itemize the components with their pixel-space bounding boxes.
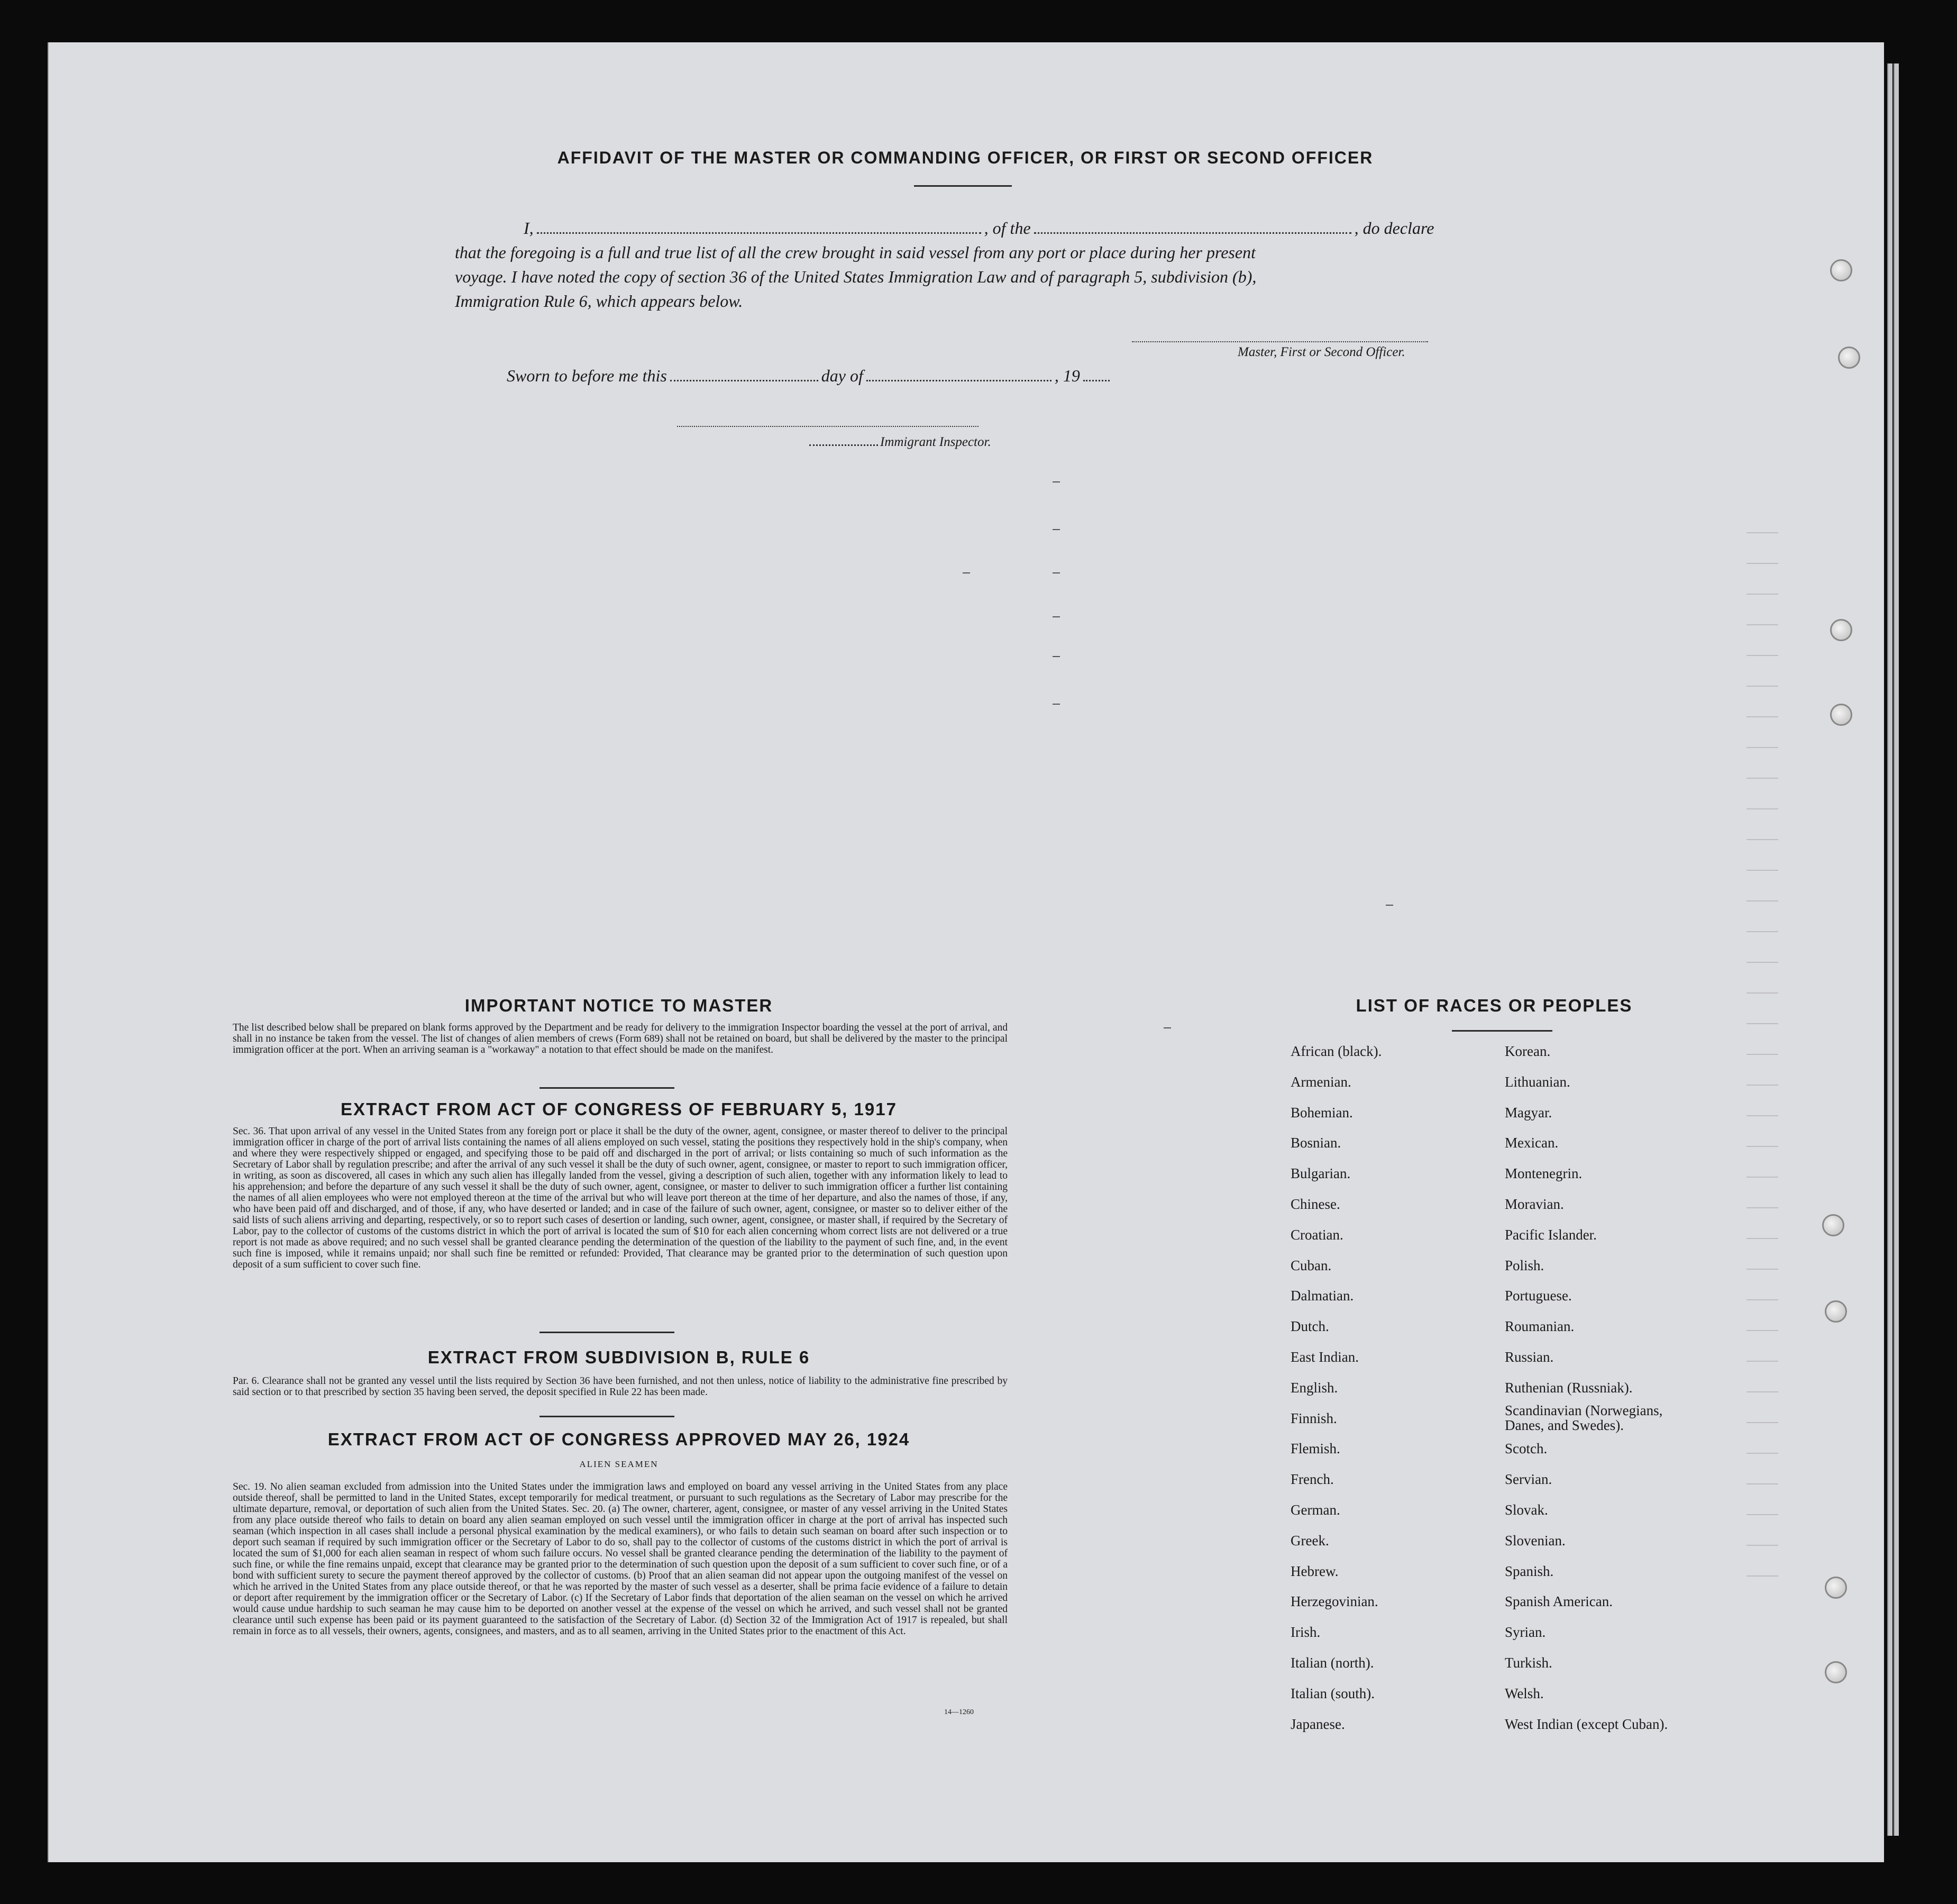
affidavit-line-1 xyxy=(455,216,1476,240)
races-rule xyxy=(1452,1030,1552,1032)
right-race-item: Spanish. xyxy=(1505,1563,1554,1579)
races-left-column xyxy=(1291,1043,1492,1742)
extract-1917-text: Sec. 36. That upon arrival of any vessel in the United States from any foreign port or place it shall be the duty of the owner, agent, consignee, or master thereof to deliver to the principal immigration officer in charge of the port of arrival lists containing the names of all aliens employed on such vessel, stating the positions they respectively hold in the ship's company, when and where they were respectively shipped or engaged, and specifying those to be paid off and discharged in the port of arrival; or lists containing so much of such information as the Secretary of Labor shall by regulation prescribe; and after the arrival of any such vessel it shall be the duty of such owner, agent, consignee, or master to report to such immigration officer, in writing, as soon as discovered, all cases in which any such alien has illegally landed from the vessel, giving a description of such alien, together with any information likely to lead to his apprehension; and before the departure of any such vessel it shall be the duty of such owner, agent, consignee, or master to deliver to such immigration officer a further list containing the names of all alien employees who were not employed thereon at the time of the arrival but who will leave port thereon at the time of her departure, and also the names of those, if any, who have been paid off and discharged, and of those, if any, who have deserted or landed; and in case of the failure of such owner, agent, consignee, or master so to deliver either of the said lists of such aliens arriving and departing, respectively, or so to report such cases of desertion or landing, such owner, agent, consignee, or master shall, if required by the Secretary of Labor, pay to the collector of customs of the customs district in which the port of arrival is located the sum of $10 for each alien concerning whom correct lists are not delivered or a true report is not made as above required; and no such vessel shall be granted clearance pending the determination of the question of the liability to the payment of such fine, and, in the event such fine is imposed, while it remains unpaid; nor shall such fine be remitted or refunded: Provided, That clearance may be granted prior to the determination of such question upon deposit of a sum sufficient to cover such fine. xyxy=(233,1126,1008,1270)
form-number: 14—1260 xyxy=(944,1708,974,1716)
affidavit-line-3: voyage. I have noted the copy of section 36 of the United States Immigration Law and of paragraph 5, subdivision (b), xyxy=(455,267,1257,286)
name-field[interactable] xyxy=(537,232,981,234)
right-race-item: Scandinavian (Norwegians, Danes, and Swedes). xyxy=(1505,1402,1663,1433)
right-race-item: Korean. xyxy=(1505,1043,1551,1059)
affidavit-body xyxy=(455,216,1476,313)
affidavit-line-2: that the foregoing is a full and true list of all the crew brought in said vessel from any port or place during her present xyxy=(455,243,1256,262)
right-race-item: Slovak. xyxy=(1505,1502,1548,1518)
left-race-item: Croatian. xyxy=(1291,1226,1343,1243)
extract-rule6-text: Par. 6. Clearance shall not be granted any vessel until the lists required by Section 36 have been furnished, and not then unless, notice of liability to the administrative fine prescribed by said section or to that prescribed by section 35 having been served, the deposit specified in Rule 22 has been made. xyxy=(233,1375,1008,1398)
punch-hole xyxy=(1825,1661,1847,1683)
left-race-item: Italian (south). xyxy=(1291,1685,1375,1701)
right-race-item: Mexican. xyxy=(1505,1135,1559,1151)
punch-hole xyxy=(1838,347,1860,369)
dash-mark xyxy=(1053,704,1060,705)
section-rule xyxy=(539,1087,674,1089)
left-race-item: Flemish. xyxy=(1291,1441,1340,1457)
right-race-item: Montenegrin. xyxy=(1505,1165,1583,1182)
left-race-item: English. xyxy=(1291,1379,1338,1396)
right-race-item: Roumanian. xyxy=(1505,1318,1575,1335)
alien-seamen-subtitle: ALIEN SEAMEN xyxy=(579,1459,659,1469)
left-race-item: Cuban. xyxy=(1291,1257,1332,1273)
left-race-item: Japanese. xyxy=(1291,1716,1345,1732)
punch-hole xyxy=(1830,259,1852,281)
affidavit-i: I, xyxy=(524,218,534,238)
affidavit-of-the: , of the xyxy=(984,218,1031,238)
left-race-item: Greek. xyxy=(1291,1532,1329,1548)
left-race-item: Finnish. xyxy=(1291,1410,1337,1426)
punch-hole xyxy=(1830,619,1852,641)
punch-hole xyxy=(1825,1577,1847,1599)
day-of-text: day of xyxy=(821,366,863,385)
left-race-item: German. xyxy=(1291,1502,1340,1518)
races-title: LIST OF RACES OR PEOPLES xyxy=(1356,996,1633,1015)
affidavit-title: AFFIDAVIT OF THE MASTER OR COMMANDING OFFICER, OR FIRST OR SECOND OFFICER xyxy=(557,148,1374,167)
left-race-item: Hebrew. xyxy=(1291,1563,1339,1579)
punch-hole xyxy=(1830,704,1852,726)
affidavit-do-declare: , do declare xyxy=(1354,218,1434,238)
dash-mark xyxy=(1386,905,1393,906)
page-edge xyxy=(1887,63,1892,1836)
dash-mark xyxy=(1053,656,1060,657)
sworn-year-field[interactable] xyxy=(1083,380,1110,381)
right-race-item: Welsh. xyxy=(1505,1685,1544,1701)
dash-mark xyxy=(1164,1027,1171,1028)
vessel-field[interactable] xyxy=(1034,232,1351,234)
left-race-item: Herzegovinian. xyxy=(1291,1593,1378,1610)
left-race-item: African (black). xyxy=(1291,1043,1382,1059)
right-race-item: Moravian. xyxy=(1505,1196,1564,1212)
extract-rule6-title: EXTRACT FROM SUBDIVISION B, RULE 6 xyxy=(427,1347,810,1367)
ruled-margin xyxy=(1746,503,1778,1587)
sworn-day-field[interactable] xyxy=(670,380,818,381)
right-race-item: Syrian. xyxy=(1505,1624,1546,1641)
left-race-item: Irish. xyxy=(1291,1624,1321,1641)
notice-text: The list described below shall be prepared on blank forms approved by the Department and be ready for delivery to the immigration Inspector boarding the vessel at the port of arrival, and shall in no instance be taken from the vessel. The list of changes of alien members of crews (Form 689) shall not be retained on board, but shall be delivered by the master to the principal immigration officer at the port. When an arriving seaman is a "workaway" a notation to that effect should be made on the manifest. xyxy=(233,1022,1008,1055)
notice-title: IMPORTANT NOTICE TO MASTER xyxy=(464,996,773,1015)
right-race-item: Lithuanian. xyxy=(1505,1073,1570,1090)
right-race-item: Spanish American. xyxy=(1505,1593,1613,1610)
sworn-line xyxy=(507,366,1113,386)
dash-mark xyxy=(1053,481,1060,482)
left-race-item: French. xyxy=(1291,1471,1334,1488)
right-race-item: Magyar. xyxy=(1505,1104,1552,1120)
right-race-item: Ruthenian (Russniak). xyxy=(1505,1379,1633,1396)
left-race-item: Chinese. xyxy=(1291,1196,1340,1212)
left-race-item: Bulgarian. xyxy=(1291,1165,1351,1182)
left-race-item: Bosnian. xyxy=(1291,1135,1341,1151)
sworn-text: Sworn to before me this xyxy=(507,366,667,385)
right-race-item: Portuguese. xyxy=(1505,1288,1572,1304)
punch-hole xyxy=(1822,1214,1844,1236)
dash-mark xyxy=(1053,529,1060,530)
inspector-label: Immigrant Inspector. xyxy=(880,435,991,449)
punch-hole xyxy=(1825,1300,1847,1323)
year-text: , 19 xyxy=(1054,366,1080,385)
right-race-item: Russian. xyxy=(1505,1349,1554,1365)
title-rule xyxy=(914,185,1012,187)
right-race-item: Turkish. xyxy=(1505,1655,1552,1671)
right-race-item: Pacific Islander. xyxy=(1505,1226,1597,1243)
dash-mark xyxy=(1053,572,1060,573)
left-race-item: Dalmatian. xyxy=(1291,1288,1354,1304)
master-label: Master, First or Second Officer. xyxy=(1238,345,1405,359)
left-race-item: Italian (north). xyxy=(1291,1655,1374,1671)
section-rule xyxy=(539,1332,674,1333)
right-race-item: Polish. xyxy=(1505,1257,1544,1273)
right-race-item: Servian. xyxy=(1505,1471,1552,1488)
dash-mark xyxy=(1053,616,1060,617)
affidavit-line-4: Immigration Rule 6, which appears below. xyxy=(455,291,743,311)
extract-1924-text: Sec. 19. No alien seaman excluded from admission into the United States under the immigration laws and employed on board any vessel arriving in the United States from any place outside thereof, shall be permitted to land in the United States, except temporarily for medical treatment, or pursuant to such regulations as the Secretary of Labor may prescribe for the ultimate departure, removal, or deportation of such alien from the United States. Sec. 20. (a) The owner, charterer, agent, consignee, or master of any vessel arriving in the United States from any place outside thereof who fails to detain on board any alien seaman employed on such vessel until the immigration officer in charge at the port of arrival has inspected such seaman (which inspection in all cases shall include a personal physical examination by the medical examiners), or who fails to detain such seaman on board after such inspection or to deport such seaman if required by such immigration officer or the Secretary of Labor to do so, shall pay to the collector of customs of the customs district in which the port of arrival is located the sum of $1,000 for each alien seaman in respect of whom such failure occurs. No vessel shall be granted clearance pending the determination of the liability to the payment of such fine, or while the fine remains unpaid, except that clearance may be granted prior to the determination of such question upon the deposit of a sum sufficient to cover such fine, or of a bond with sufficient surety to secure the payment thereof approved by the collector of customs. (b) Proof that an alien seaman did not appear upon the outgoing manifest of the vessel on which he arrived in the United States from any place outside thereof, or that he was reported by the master of such vessel as a deserter, shall be prima facie evidence of a failure to detain or deport after requirement by the immigration officer or the Secretary of Labor. (c) If the Secretary of Labor finds that deportation of the alien seaman on the vessel on which he arrived would cause undue hardship to such seaman he may cause him to be deported on another vessel at the expense of the vessel on which he arrived, and such vessel shall not be granted clearance until such expense has been paid or its payment guaranteed to the satisfaction of the Secretary of Labor. (d) Section 32 of the Immigration Act of 1917 is repealed, but shall remain in force as to all vessels, their owners, agents, consignees, and masters, and as to all seamen, arriving in the United States prior to the enactment of this Act. xyxy=(233,1481,1008,1637)
inspector-row xyxy=(809,435,991,450)
right-race-item: Scotch. xyxy=(1505,1441,1548,1457)
left-race-item: East Indian. xyxy=(1291,1349,1359,1365)
section-rule xyxy=(539,1416,674,1417)
left-race-item: Armenian. xyxy=(1291,1073,1351,1090)
extract-1917-title: EXTRACT FROM ACT OF CONGRESS OF FEBRUARY 5, 1917 xyxy=(341,1099,897,1119)
left-race-item: Dutch. xyxy=(1291,1318,1329,1335)
inspector-dots xyxy=(809,444,878,446)
extract-1924-title: EXTRACT FROM ACT OF CONGRESS APPROVED MAY 26, 1924 xyxy=(327,1429,910,1449)
sworn-month-field[interactable] xyxy=(866,380,1051,381)
right-race-item: West Indian (except Cuban). xyxy=(1505,1716,1668,1732)
dash-mark xyxy=(963,572,970,573)
races-right-column xyxy=(1505,1043,1706,1742)
right-race-item: Slovenian. xyxy=(1505,1532,1566,1548)
inspector-signature-line[interactable] xyxy=(677,426,979,427)
master-signature-line[interactable] xyxy=(1132,341,1428,342)
page-edge xyxy=(1894,63,1899,1836)
left-race-item: Bohemian. xyxy=(1291,1104,1353,1120)
